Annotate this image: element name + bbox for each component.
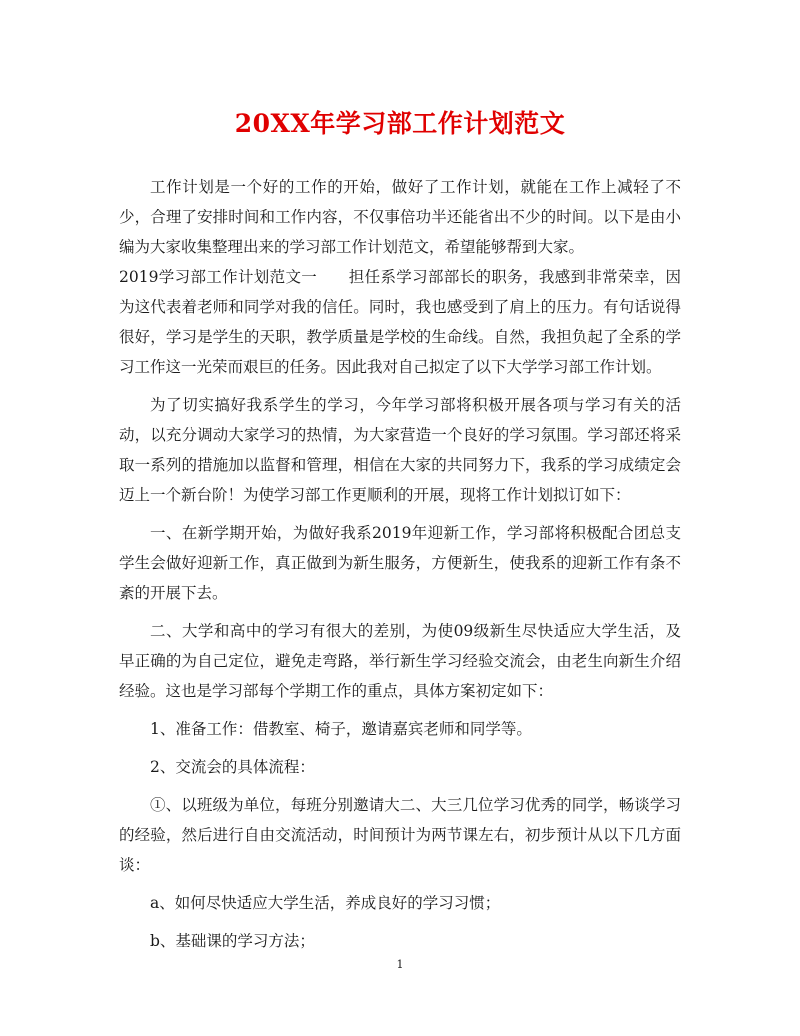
intro-paragraph: 工作计划是一个好的工作的开始，做好了工作计划，就能在工作上减轻了不少，合理了安排时间和工作内容，不仅事倍功半还能省出不少的时间。以下是由小编为大家收集整理出来的学习部工作计划范文，希望能够帮到大家。 (119, 178, 681, 256)
section-two-paragraph: 二、大学和高中的学习有很大的差别，为使09级新生尽快适应大学生活，及早正确的为自己定位，避免走弯路，举行新生学习经验交流会，由老生向新生介绍经验。这也是学习部每个学期工作的重点，具体方案初定如下： (119, 622, 681, 700)
process-step-one: ①、以班级为单位，每班分别邀请大二、大三几位学习优秀的同学，畅谈学习的经验，然后进行自由交流活动，时间预计为两节课左右，初步预计从以下几方面谈： (119, 796, 681, 874)
page-number: 1 (396, 958, 404, 971)
topic-a-item: a、如何尽快适应大学生活，养成良好的学习习惯； (150, 894, 501, 912)
goal-paragraph: 为了切实搞好我系学生的学习，今年学习部将积极开展各项与学习有关的活动，以充分调动大家学习的热情，为大家营造一个良好的学习氛围。学习部还将采取一系列的措施加以监督和管理，相信在大家的共同努力下，我系的学习成绩定会迈上一个新台阶！为使学习部工作更顺利的开展，现将工作计划拟订如下： (119, 396, 681, 504)
section-one-paragraph: 一、在新学期开始，为做好我系2019年迎新工作，学习部将积极配合团总支学生会做好迎新工作，真正做到为新生服务，方便新生，使我系的迎新工作有条不紊的开展下去。 (119, 524, 681, 602)
process-item: 2、交流会的具体流程： (150, 758, 315, 776)
document-body (119, 172, 681, 956)
plan-intro-paragraph: 2019学习部工作计划范文一 担任系学习部部长的职务，我感到非常荣幸，因为这代表着老师和同学对我的信任。同时，我也感受到了肩上的压力。有句话说得很好，学习是学生的天职，教学质量是学校的生命线。自然，我担负起了全系的学习工作这一光荣而艰巨的任务。因此我对自己拟定了以下大学学习部工作计划。 (119, 268, 681, 376)
prep-work-item: 1、准备工作：借教室、椅子，邀请嘉宾老师和同学等。 (150, 720, 532, 738)
topic-b-item: b、基础课的学习方法； (150, 932, 315, 950)
document-title: 20XX年学习部工作计划范文 (234, 109, 566, 138)
